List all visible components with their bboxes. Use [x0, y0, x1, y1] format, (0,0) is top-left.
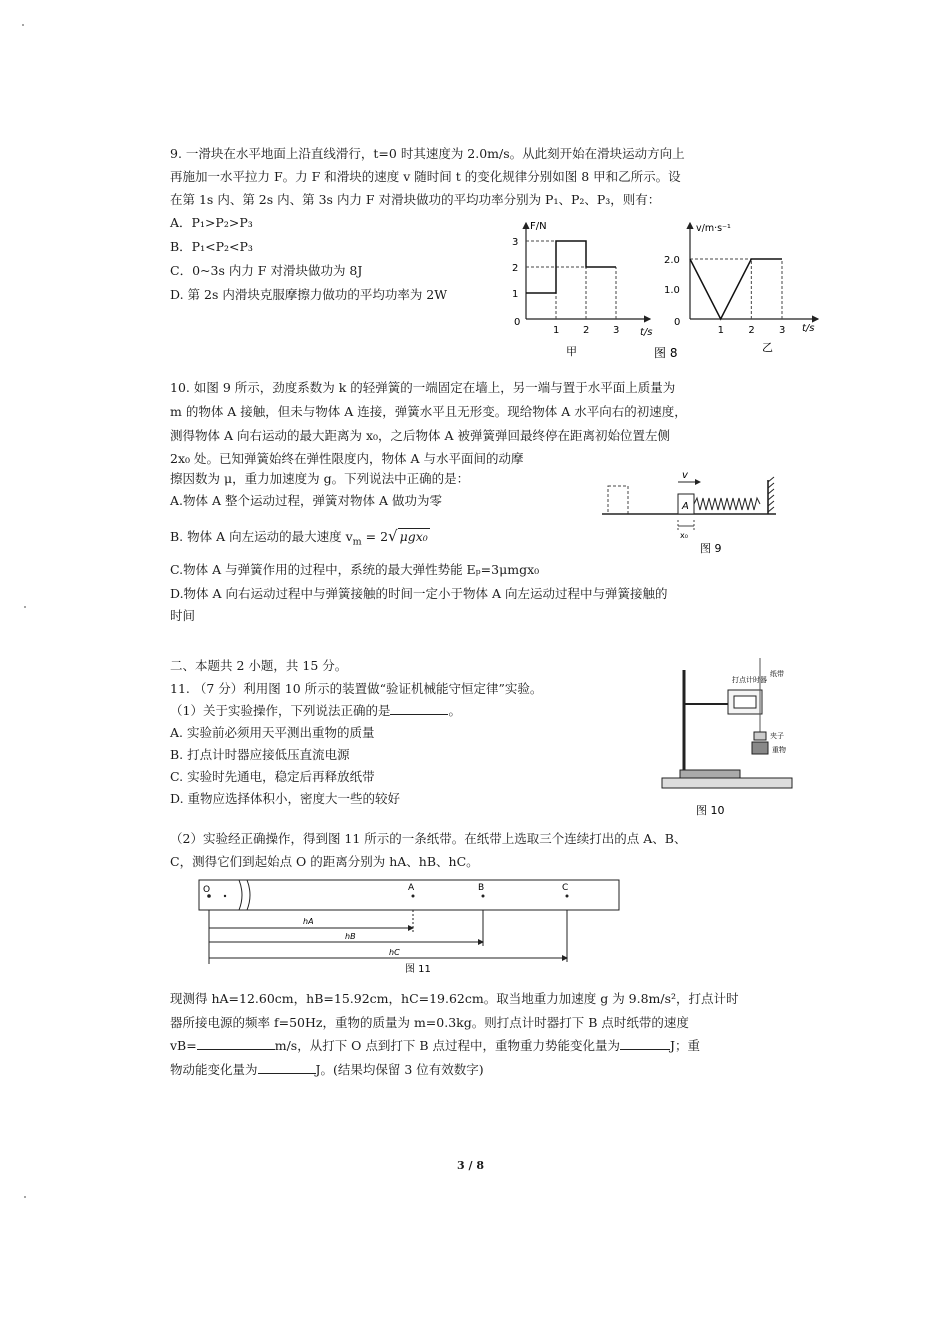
timer-label: 打点计时器: [732, 676, 767, 684]
x-tick-label: 2: [748, 325, 755, 336]
point: [224, 895, 226, 897]
y-tick-label: 3: [512, 237, 519, 248]
q11-measurement-line3: [170, 1037, 700, 1054]
x-tick-label: 3: [779, 325, 786, 336]
y-tick-label: 1: [512, 289, 519, 300]
label-o: O: [203, 885, 211, 895]
q10-option-a: A.物体 A 整个运动过程，弹簧对物体 A 做功为零: [170, 493, 442, 508]
ha-label: hA: [303, 917, 314, 926]
timer-inner: [734, 696, 756, 708]
tape-break: [247, 880, 250, 910]
q10-option-d-line2: 时间: [170, 608, 196, 623]
scan-speck: [22, 24, 24, 26]
figure-10: [650, 650, 800, 820]
scan-speck: [24, 606, 26, 608]
figure-9-label: 图 9: [700, 542, 722, 555]
q10-stem-line5: 擦因数为 μ，重力加速度为 g。下列说法中正确的是：: [170, 471, 470, 486]
q9-stem-line1: 9. 一滑块在水平地面上沿直线滑行，t=0 时其速度为 2.0m/s。从此刻开始在滑块运动方向上: [170, 146, 685, 161]
base-plate: [662, 778, 792, 788]
label-a: A: [408, 883, 415, 893]
page-number: 3 / 8: [457, 1159, 484, 1172]
point-b: [482, 895, 485, 898]
hc-label: hC: [389, 948, 400, 957]
block-initial-dashed: [608, 486, 628, 514]
x-tick-label: 2: [583, 325, 590, 336]
scan-speck: [24, 1196, 26, 1198]
velocity-label: v: [682, 470, 688, 481]
q11-line4-pre: 物动能变化量为: [170, 1062, 258, 1077]
origin-label: 0: [674, 317, 681, 328]
q11-part1: [170, 702, 461, 719]
series-line: [690, 259, 782, 319]
answer-blank-kinetic-energy[interactable]: [258, 1061, 316, 1074]
figure-11: [195, 876, 625, 976]
y-axis-label: v/m·s⁻¹: [696, 223, 731, 234]
origin-label: 0: [514, 317, 521, 328]
q10-option-b-eq: = 2: [361, 529, 389, 544]
hb-label: hB: [345, 932, 356, 941]
q9-option-a: A．P₁>P₂>P₃: [170, 215, 253, 230]
q11-part2-line2: C，测得它们到起始点 O 的距离分别为 hA、hB、hC。: [170, 854, 479, 869]
answer-blank-part1[interactable]: [390, 702, 448, 715]
q11-measurement-line1: 现测得 hA=12.60cm，hB=15.92cm，hC=19.62cm。取当地重力加速度 g 为 9.8m/s²，打点计时: [170, 991, 739, 1006]
q9-option-c: C．0~3s 内力 F 对滑块做功为 8J: [170, 263, 363, 278]
q11-line4-end: J。(结果均保留 3 位有效数字): [315, 1062, 484, 1077]
tape-break: [239, 880, 242, 910]
q11-part2-line1: （2）实验经正确操作，得到图 11 所示的一条纸带。在纸带上选取三个连续打出的点 A、B、: [170, 831, 687, 846]
block-a-label: A: [682, 501, 689, 512]
q11-part1-text: （1）关于实验操作，下列说法正确的是: [170, 703, 391, 718]
q11-option-c: C. 实验时先通电，稳定后再释放纸带: [170, 769, 375, 784]
q11-measurement-line4: [170, 1061, 484, 1078]
q10-option-b-text: B. 物体 A 向左运动的最大速度 v: [170, 529, 353, 544]
base-block: [680, 770, 740, 778]
graph-velocity-time: [664, 223, 818, 354]
x-tick-label: 1: [553, 325, 560, 336]
q9-option-b: B．P₁<P₂<P₃: [170, 239, 253, 254]
y-tick-label: 1.0: [664, 285, 680, 296]
graph-force-time: [512, 221, 653, 358]
x-tick-label: 3: [613, 325, 620, 336]
figure-8-label: 图 8: [654, 346, 678, 360]
weight: [752, 742, 768, 754]
y-tick-label: 2.0: [664, 255, 680, 266]
q10-option-d-line1: D.物体 A 向右运动过程中与弹簧接触的时间一定小于物体 A 向左运动过程中与弹簧接触的: [170, 586, 668, 601]
q10-stem-line3: 测得物体 A 向右运动的最大距离为 x₀，之后物体 A 被弹簧弹回最终停在距离初始位置左侧: [170, 428, 670, 443]
figure-8: [500, 215, 830, 365]
sqrt-sign: √: [388, 527, 398, 545]
q11-line3-end: J；重: [670, 1038, 701, 1053]
y-tick-label: 2: [512, 263, 519, 274]
x0-label: x₀: [680, 531, 688, 540]
y-axis-label: F/N: [530, 221, 547, 232]
x-axis-label: t/s: [640, 327, 653, 338]
q10-stem-line2: m 的物体 A 接触，但未与物体 A 连接，弹簧水平且无形变。现给物体 A 水平向右的初速度，: [170, 404, 687, 419]
figure-10-label: 图 10: [696, 804, 725, 817]
clip: [754, 732, 766, 740]
q10-option-b: [170, 528, 430, 551]
answer-blank-vb[interactable]: [197, 1037, 275, 1050]
vb-prefix: vB=: [170, 1038, 197, 1053]
q11-part1-end: 。: [448, 703, 461, 718]
x-axis-label: t/s: [802, 323, 815, 334]
point-a: [412, 895, 415, 898]
q11-line3-mid: m/s，从打下 O 点到打下 B 点过程中，重物重力势能变化量为: [274, 1038, 621, 1053]
q10-option-b-subscript: m: [352, 536, 362, 548]
point-c: [566, 895, 569, 898]
q11-stem: 11. （7 分）利用图 10 所示的装置做“验证机械能守恒定律”实验。: [170, 681, 543, 696]
weight-label: 重物: [772, 746, 786, 754]
q10-stem-line1: 10. 如图 9 所示，劲度系数为 k 的轻弹簧的一端固定在墙上，另一端与置于水平面上质量为: [170, 380, 676, 395]
q11-option-d: D. 重物应选择体积小，密度大一些的较好: [170, 791, 401, 806]
label-c: C: [562, 883, 569, 893]
q11-measurement-line2: 器所接电源的频率 f=50Hz，重物的质量为 m=0.3kg。则打点计时器打下 B 点时纸带的速度: [170, 1015, 689, 1030]
figure-11-label: 图 11: [405, 964, 431, 975]
wall-hatching: [768, 477, 774, 512]
q10-stem-line4: 2x₀ 处。已知弹簧始终在弹性限度内，物体 A 与水平面间的动摩: [170, 451, 524, 466]
q10-option-b-radicand: μgx₀: [399, 529, 428, 544]
q9-option-d: D. 第 2s 内滑块克服摩擦力做功的平均功率为 2W: [170, 287, 448, 302]
spring: [694, 498, 760, 510]
graph-caption: 甲: [566, 345, 577, 358]
q9-stem-line2: 再施加一水平拉力 F。力 F 和滑块的速度 v 随时间 t 的变化规律分别如图 8 甲和乙所示。设: [170, 169, 681, 184]
answer-blank-potential-energy[interactable]: [620, 1037, 670, 1050]
x-tick-label: 1: [717, 325, 725, 336]
tape-label: 纸带: [770, 670, 784, 678]
label-b: B: [478, 883, 485, 893]
q11-option-a: A. 实验前必须用天平测出重物的质量: [170, 725, 375, 740]
q9-stem-line3: 在第 1s 内、第 2s 内、第 3s 内力 F 对滑块做功的平均功率分别为 P₁、P₂、P₃，则有：: [170, 192, 661, 207]
q10-option-c: C.物体 A 与弹簧作用的过程中，系统的最大弹性势能 Eₚ=3μmgx₀: [170, 562, 540, 577]
graph-caption: 乙: [762, 341, 773, 354]
section-2-title: 二、本题共 2 小题，共 15 分。: [170, 658, 348, 673]
figure-9: [600, 468, 790, 558]
clip-label: 夹子: [770, 732, 784, 740]
q11-option-b: B. 打点计时器应接低压直流电源: [170, 747, 350, 762]
